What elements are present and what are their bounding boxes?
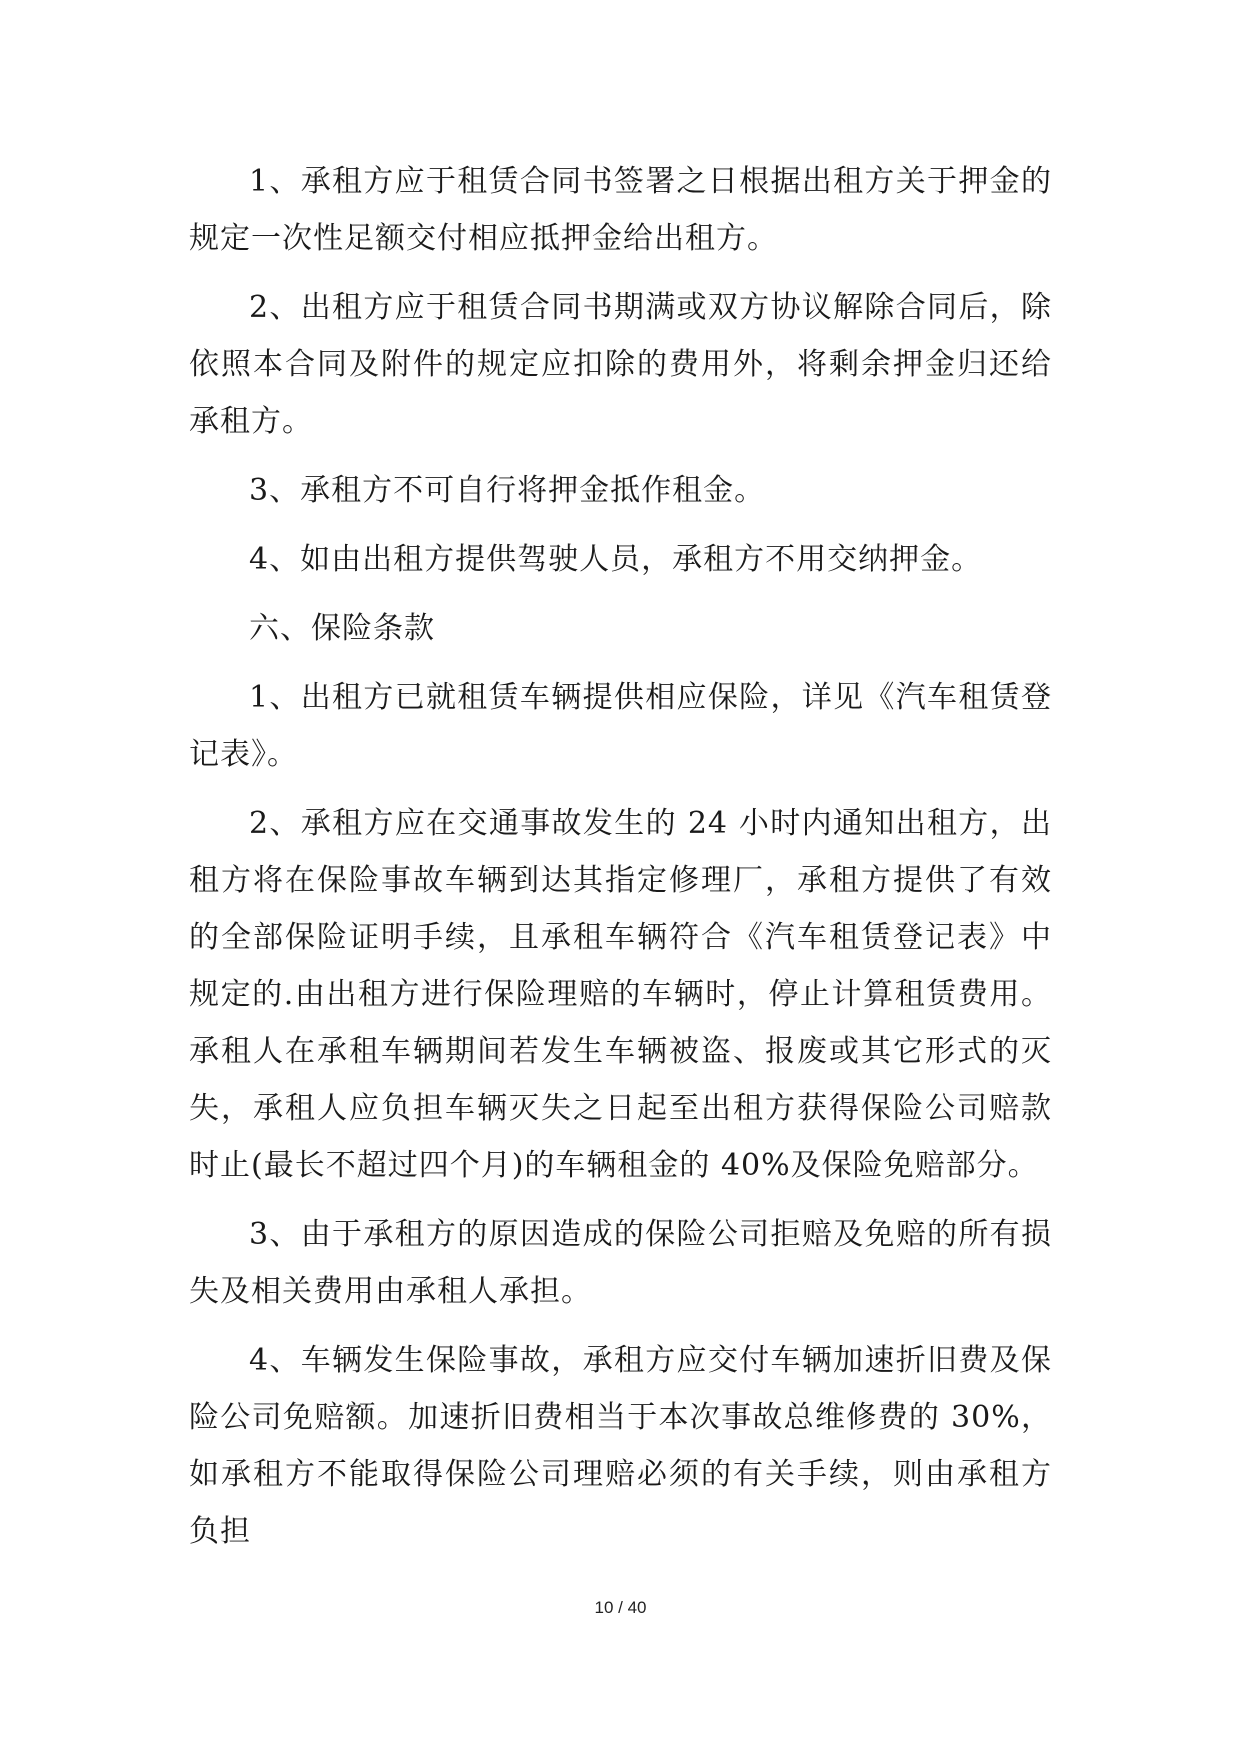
paragraph-insurance-1: 1、出租方已就租赁车辆提供相应保险，详见《汽车租赁登记表》。 xyxy=(189,680,1052,772)
paragraph-deposit-1: 1、承租方应于租赁合同书签署之日根据出租方关于押金的规定一次性足额交付相应抵押金给出租方。 xyxy=(189,164,1052,256)
document-body xyxy=(189,153,1052,1572)
section-heading-insurance: 六、保险条款 xyxy=(249,611,435,646)
paragraph-insurance-4: 4、车辆发生保险事故，承租方应交付车辆加速折旧费及保险公司免赔额。加速折旧费相当于本次事故总维修费的 30%，如承租方不能取得保险公司理赔必须的有关手续，则由承租方负担 xyxy=(189,1343,1052,1549)
paragraph-deposit-2: 2、出租方应于租赁合同书期满或双方协议解除合同后，除依照本合同及附件的规定应扣除的费用外，将剩余押金归还给承租方。 xyxy=(189,290,1052,439)
paragraph-insurance-2: 2、承租方应在交通事故发生的 24 小时内通知出租方，出租方将在保险事故车辆到达其指定修理厂，承租方提供了有效的全部保险证明手续，且承租车辆符合《汽车租赁登记表》中规定的.由出租方进行保险理赔的车辆时，停止计算租赁费用。承租人在承租车辆期间若发生车辆被盗、报废或其它形式的灭失，承租人应负担车辆灭失之日起至出租方获得保险公司赔款时止(最长不超过四个月)的车辆租金的 40%及保险免赔部分。 xyxy=(189,806,1052,1183)
paragraph-deposit-4: 4、如由出租方提供驾驶人员，承租方不用交纳押金。 xyxy=(249,542,983,577)
paragraph-deposit-3: 3、承租方不可自行将押金抵作租金。 xyxy=(249,473,766,508)
page-number: 10 / 40 xyxy=(594,1598,647,1617)
paragraph-insurance-3: 3、由于承租方的原因造成的保险公司拒赔及免赔的所有损失及相关费用由承租人承担。 xyxy=(189,1217,1052,1309)
